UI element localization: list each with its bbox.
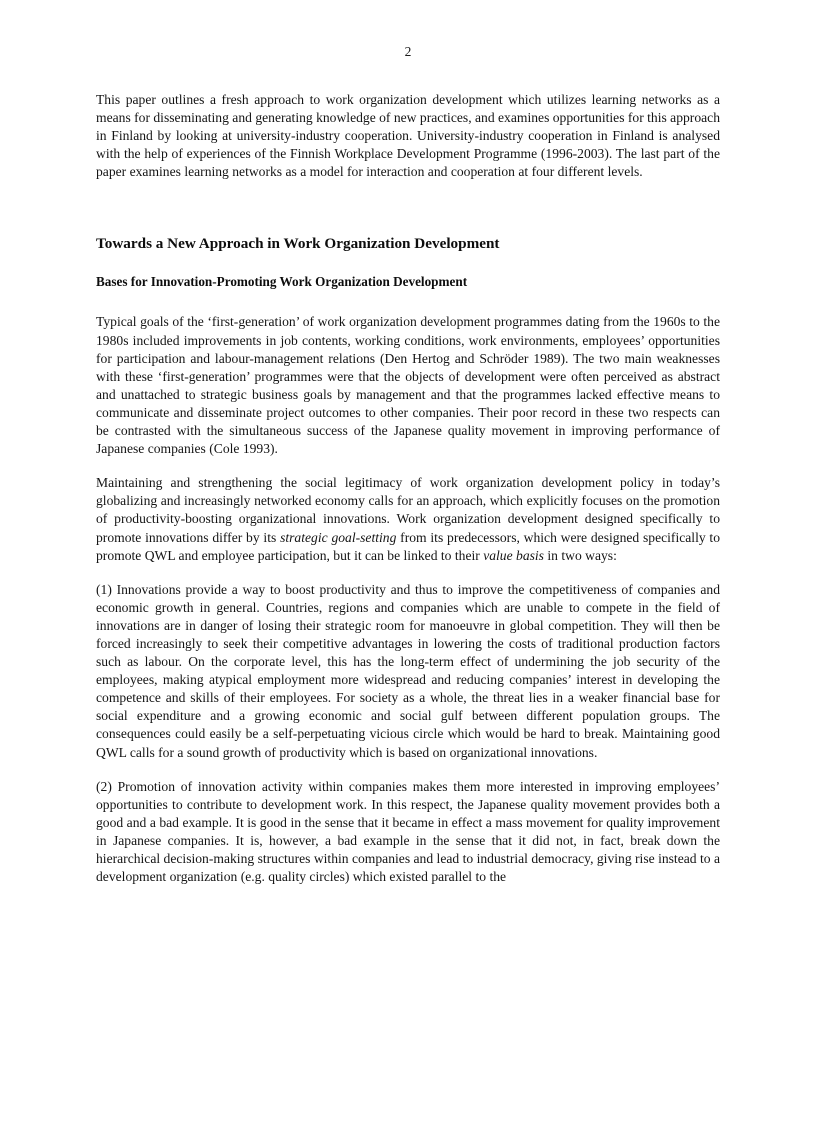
emphasis-value-basis: value basis [483,547,544,563]
paragraph-legitimacy-part1: Maintaining and strengthening the social legitimacy of work organization development policy in today’s globalizing and increasingly networked economy calls for an approach, which explicitly focuses on the promotion of productivity-boosting organizational innovations. Work organization development designed specifically to promote innovations differ by its [96,475,720,545]
paragraph-point-1: (1) Innovations provide a way to boost productivity and thus to improve the competitiveness of companies and economic growth in general. Countries, regions and companies which are unable to compete in the field of innovations are in danger of losing their strategic room for manoeuvre in global competition. They will then be forced increasingly to seek their competitive advantages in lowering the costs of traditional production factors such as labour. On the corporate level, this has the long-term effect of undermining the job security of the employees, making atypical employment more widespread and reducing companies’ interest in developing the competence and skills of their employees. For society as a whole, the threat lies in a weaker financial base for social expenditure and a growing economic and social gulf between different population groups. The consequences could easily be a self-perpetuating vicious circle which would be hard to break. Maintaining good QWL calls for a sound growth of productivity which is based on organizational innovations. [96,581,720,760]
paragraph-legitimacy-part2: from its predecessors, which were designed specifically to promote QWL and employee participation, but it can be linked to their [96,529,721,563]
emphasis-strategic-goal-setting: strategic goal-setting [280,529,397,545]
intro-paragraph: This paper outlines a fresh approach to work organization development which utilizes learning networks as a means for disseminating and generating knowledge of new practices, and examines opportunities for this approach in Finland by looking at university-industry cooperation. University-industry cooperation in Finland is analysed with the help of experiences of the Finnish Workplace Development Programme (1996-2003). The last part of the paper examines learning networks as a model for interaction and cooperation at four different levels. [96,92,720,180]
paragraph-legitimacy-part3: in two ways: [543,547,617,563]
paragraph-point-2: (2) Promotion of innovation activity within companies makes them more interested in improving employees’ opportunities to contribute to development work. In this respect, the Japanese quality movement provides both a good and a bad example. It is good in the sense that it became in effect a mass movement for quality improvement in Japanese companies. It is, however, a bad example in the sense that it did not, in fact, break down the hierarchical decision-making structures within companies and lead to industrial democracy, giving rise instead to a development organization (e.g. quality circles) which existed parallel to the [96,778,720,885]
section-heading: Towards a New Approach in Work Organization Development [96,235,500,253]
heading-spacer-bottom [96,291,720,313]
page-number: 2 [404,44,412,59]
paragraph-typical-goals: Typical goals of the ‘first-generation’ of work organization development programmes dating from the 1960s to the 1980s included improvements in job contents, working conditions, work environments, employees’ opportunities for participation and labour-management relations (Den Hertog and Schröder 1989). The two main weaknesses with these ‘first-generation’ programmes were that the objects of development were often perceived as abstract and unattached to strategic business goals by management and that the programmes lacked effective means to communicate and disseminate project outcomes to other companies. Their poor record in these two respects can be contrasted with the simultaneous success of the Japanese quality movement in improving performance of Japanese companies (Cole 1993). [96,314,720,457]
paragraph-legitimacy [96,474,720,564]
heading-spacer-top [96,197,720,235]
page-content [96,91,720,886]
heading-spacer-mid [96,253,720,273]
sub-heading: Bases for Innovation-Promoting Work Organization Development [96,274,468,290]
